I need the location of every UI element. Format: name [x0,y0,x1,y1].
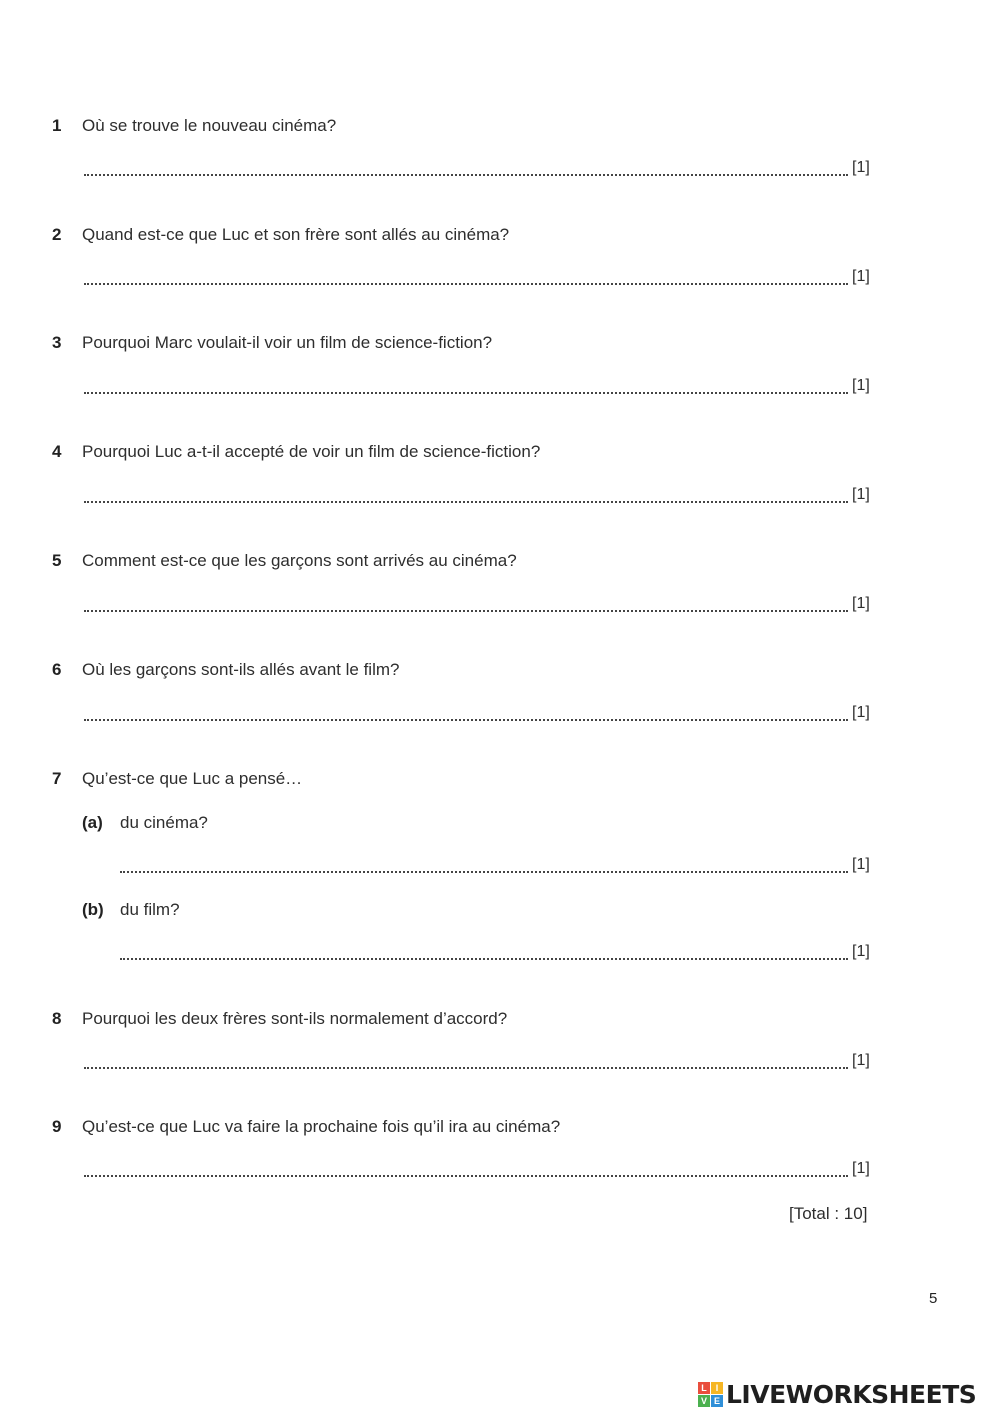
total-marks: [Total : 10] [789,1204,868,1223]
answer-input-8[interactable] [84,1045,848,1069]
mark-label: [1] [852,1052,870,1069]
answer-input-9[interactable] [84,1153,848,1177]
brand-name: LIVEWORKSHEETS [726,1379,977,1409]
logo-letter: L [698,1382,710,1394]
sub-question-label: (a) [82,813,103,832]
question-number: 9 [52,1117,62,1136]
question-text: Qu’est-ce que Luc a pensé… [82,769,303,788]
question-number: 1 [52,116,62,135]
liveworksheets-brand [698,1378,976,1410]
mark-label: [1] [852,486,870,503]
answer-input-7b[interactable] [120,936,848,960]
mark-label: [1] [852,268,870,285]
question-number: 4 [52,442,62,461]
question-number: 8 [52,1009,62,1028]
answer-input-1[interactable] [84,152,848,176]
question-number: 2 [52,225,62,244]
answer-input-6[interactable] [84,697,848,721]
sub-question-label: (b) [82,900,104,919]
logo-letter: V [698,1395,710,1407]
question-text: Comment est-ce que les garçons sont arrivés au cinéma? [82,551,517,570]
question-text: Qu’est-ce que Luc va faire la prochaine fois qu’il ira au cinéma? [82,1117,561,1136]
question-number: 6 [52,660,62,679]
answer-input-4[interactable] [84,479,848,503]
question-text: Pourquoi Luc a-t-il accepté de voir un film de science-fiction? [82,442,541,461]
mark-label: [1] [852,856,870,873]
mark-label: [1] [852,159,870,176]
question-text: Où se trouve le nouveau cinéma? [82,116,337,135]
page-number: 5 [929,1290,938,1307]
mark-label: [1] [852,943,870,960]
question-number: 3 [52,333,62,352]
mark-label: [1] [852,704,870,721]
answer-input-5[interactable] [84,588,848,612]
answer-input-3[interactable] [84,370,848,394]
brand-logo-icon [698,1382,723,1407]
logo-letter: E [711,1395,723,1407]
question-number: 5 [52,551,62,570]
question-text: Où les garçons sont-ils allés avant le film? [82,660,400,679]
question-text: Quand est-ce que Luc et son frère sont allés au cinéma? [82,225,510,244]
question-text: Pourquoi Marc voulait-il voir un film de science-fiction? [82,333,493,352]
logo-letter: I [711,1382,723,1394]
sub-question-text: du cinéma? [120,813,208,832]
sub-question-text: du film? [120,900,180,919]
question-number: 7 [52,769,62,788]
mark-label: [1] [852,1160,870,1177]
answer-input-2[interactable] [84,261,848,285]
mark-label: [1] [852,595,870,612]
answer-input-7a[interactable] [120,849,848,873]
mark-label: [1] [852,377,870,394]
question-text: Pourquoi les deux frères sont-ils normalement d’accord? [82,1009,508,1028]
